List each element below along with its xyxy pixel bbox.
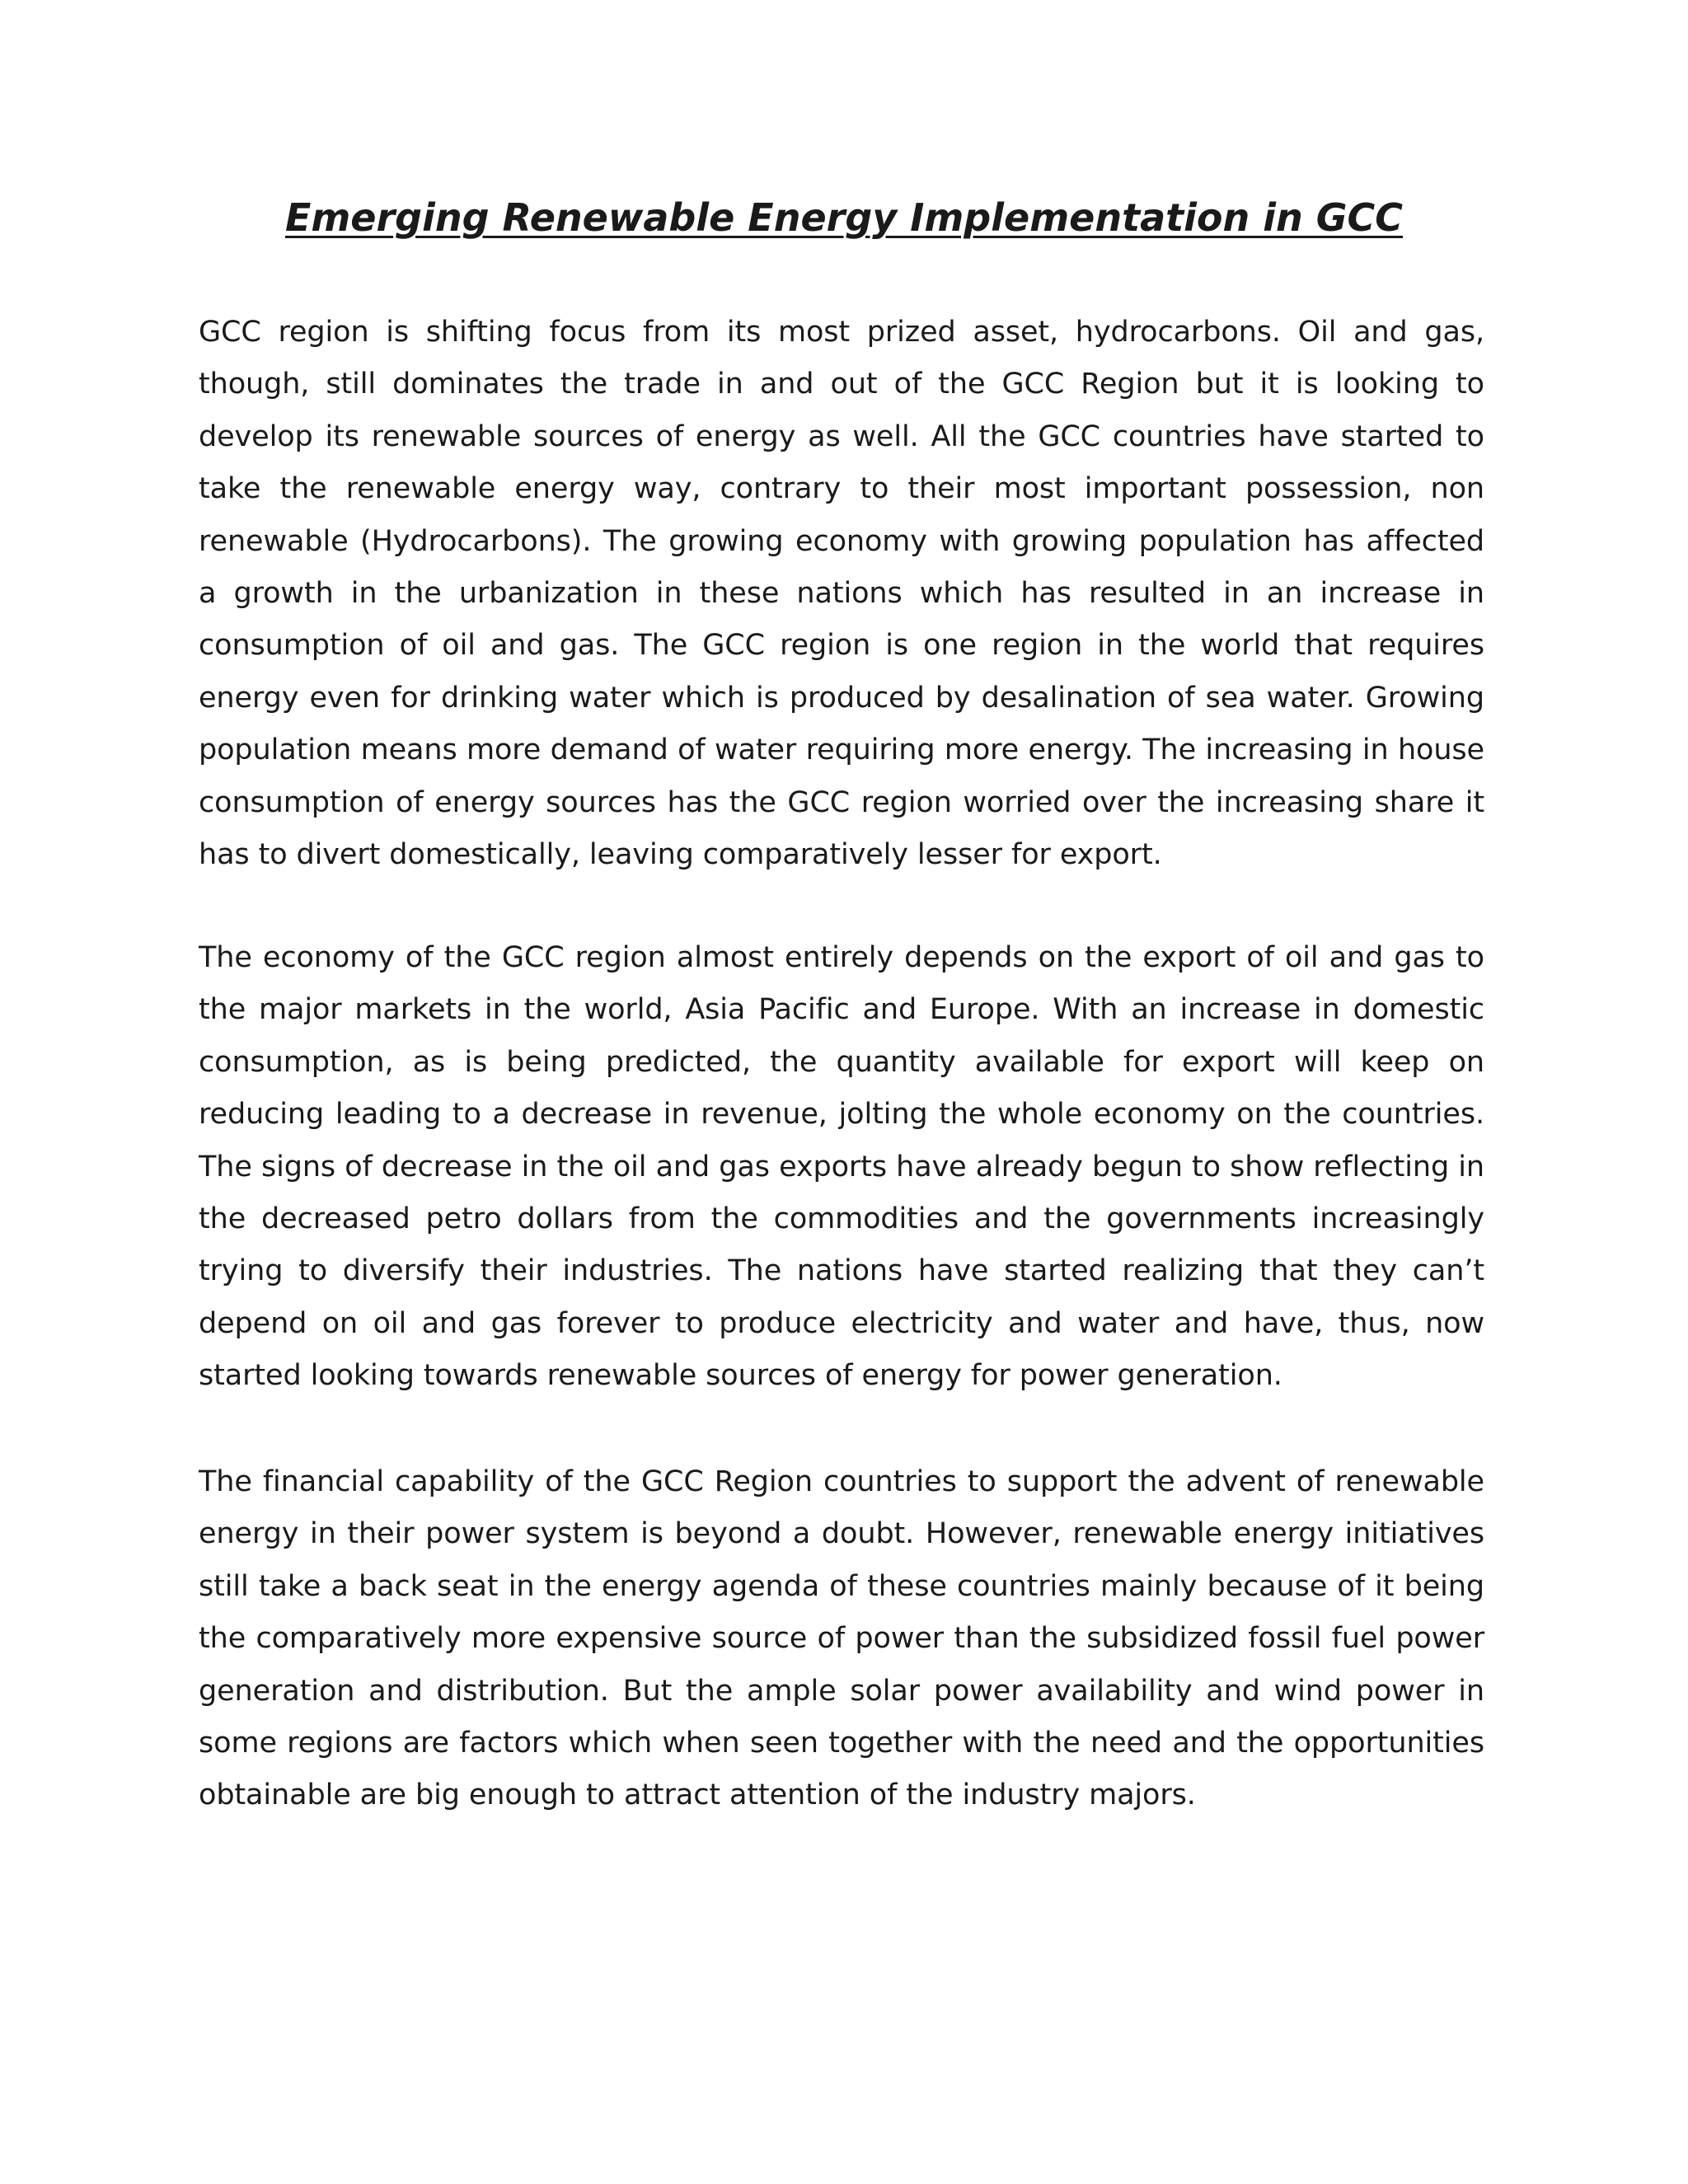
body-paragraph-1: GCC region is shifting focus from its most prized asset, hydrocarbons. Oil and gas, though, still dominates the trade in and out of the GCC Region but it is looking to develop its renewable sources of energy as well. All the GCC countries have started to take the renewable energy way, contrary to their most important possession, non renewable (Hydrocarbons). The growing economy with growing population has affected a growth in the urbanization in these nations which has resulted in an increase in consumption of oil and gas. The GCC region is one region in the world that requires energy even for drinking water which is produced by desalination of sea water. Growing population means more demand of water requiring more energy. The increasing in house consumption of energy sources has the GCC region worried over the increasing share it has to divert domestically, leaving comparatively lesser for export. [199, 316, 1484, 872]
page-title: Emerging Renewable Energy Implementation in GCC [284, 195, 1404, 240]
body-paragraph-3: The financial capability of the GCC Region countries to support the advent of renewable energy in their power system is beyond a doubt. However, renewable energy initiatives still take a back seat in the energy agenda of these countries mainly because of it being the comparatively more expensive source of power than the subsidized fossil fuel power generation and distribution. But the ample solar power availability and wind power in some regions are factors which when seen together with the need and the opportunities obtainable are big enough to attract attention of the industry majors. [199, 1465, 1484, 1812]
body-paragraph-2: The economy of the GCC region almost entirely depends on the export of oil and gas to the major markets in the world, Asia Pacific and Europe. With an increase in domestic consumption, as is being predicted, the quantity available for export will keep on reducing leading to a decrease in revenue, jolting the whole economy on the countries. The signs of decrease in the oil and gas exports have already begun to show reflecting in the decreased petro dollars from the commodities and the governments increasingly trying to diversify their industries. The nations have started realizing that they can’t depend on oil and gas forever to produce electricity and water and have, thus, now started looking towards renewable sources of energy for power generation. [199, 941, 1484, 1393]
